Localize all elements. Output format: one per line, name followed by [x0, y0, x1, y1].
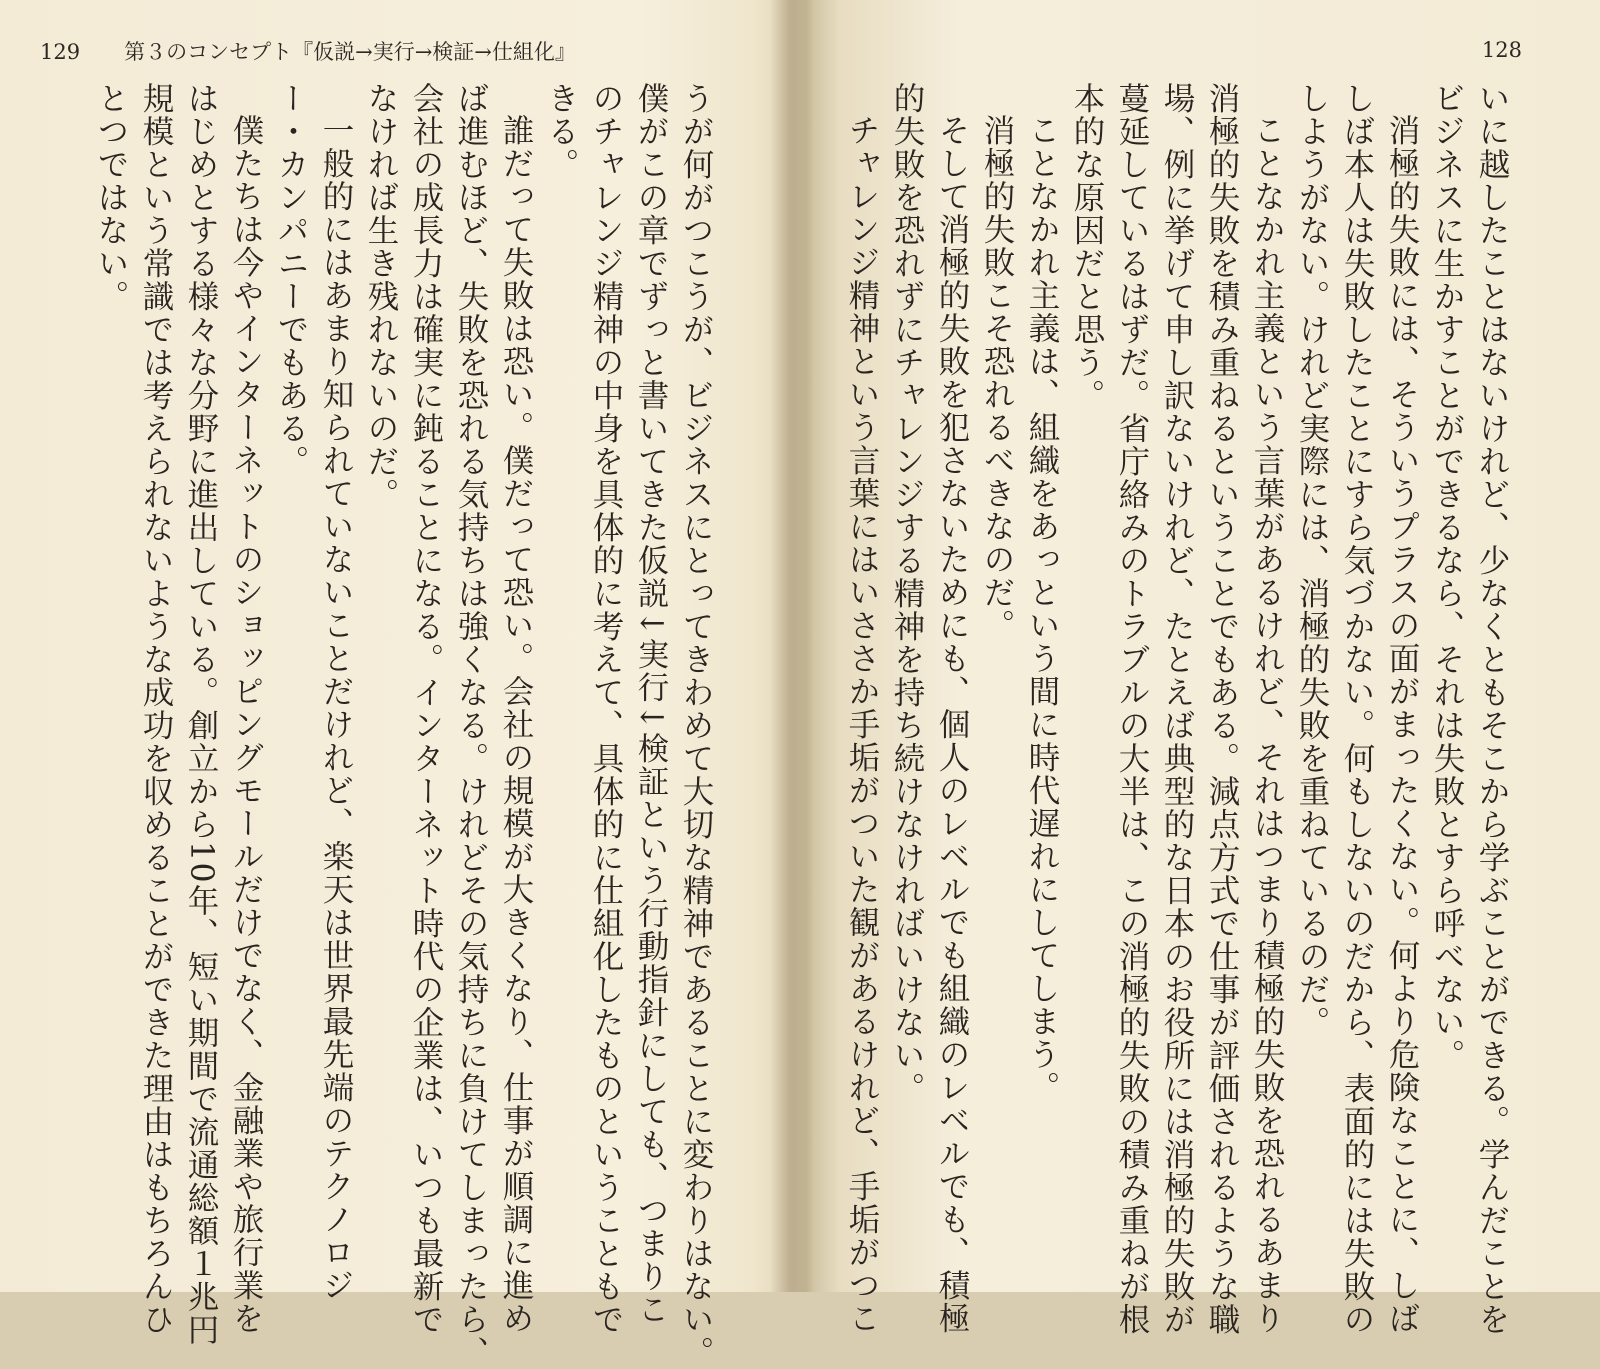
text-line: 消極的失敗を積み重ねるということでもある。減点方式で仕事が評価されるような職: [1204, 82, 1240, 1336]
text-line: 本的な原因だと思う。: [1069, 82, 1105, 412]
text-line: 的失敗を恐れずにチャレンジする精神を持ち続けなければいけない。: [889, 82, 925, 1105]
text-line: ビジネスに生かすことができるなら、それは失敗とすら呼べない。: [1429, 82, 1465, 1072]
text-line: ー・カンパニーでもある。: [273, 82, 309, 478]
text-line: しようがない。けれど実際には、消極的失敗を重ねているのだ。: [1294, 82, 1330, 1039]
right-page: [780, 0, 1600, 1336]
text-line: ば進むほど、失敗を恐れる気持ちは強くなる。けれどその気持ちに負けてしまったら、: [453, 82, 489, 1369]
text-line: 一般的にはあまり知られていないことだけれど、楽天は世界最先端のテクノロジ: [318, 113, 354, 1302]
right-page-body-text: [839, 82, 1514, 1336]
text-line: いに越したことはないけれど、少なくともそこから学ぶことができる。学んだことを: [1474, 82, 1510, 1336]
left-page-body-text: [88, 82, 718, 1369]
text-line: 僕がこの章でずっと書いてきた仮説↓実行↓検証という行動指針にしても、つまりこ: [633, 82, 669, 1326]
left-page: [0, 0, 780, 1369]
text-line: とつではない。: [93, 82, 129, 313]
text-line: はじめとする様々な分野に進出している。創立から10年、短い期間で流通総額１兆円: [183, 82, 219, 1347]
text-line: なければ生き残れないのだ。: [363, 82, 399, 511]
text-line: ことなかれ主義という言葉があるけれど、それはつまり積極的失敗を恐れるあまり: [1249, 113, 1285, 1335]
right-page-number: 128: [1481, 38, 1522, 62]
left-page-number: 129: [40, 40, 81, 64]
text-line: 消極的失敗こそ恐れるべきなのだ。: [979, 113, 1015, 642]
text-line: 蔓延しているはずだ。省庁絡みのトラブルの大半は、この消極的失敗の積み重ねが根: [1114, 82, 1150, 1336]
text-line: 誰だって失敗は恐い。僕だって恐い。会社の規模が大きくなり、仕事が順調に進め: [498, 113, 534, 1335]
text-line: 消極的失敗には、そういうプラスの面がまったくない。何より危険なことに、しば: [1384, 113, 1420, 1335]
text-line: うが何がつこうが、ビジネスにとってきわめて大切な精神であることに変わりはない。: [678, 82, 714, 1369]
text-line: のチャレンジ精神の中身を具体的に考えて、具体的に仕組化したものということもで: [588, 82, 624, 1336]
text-line: 僕たちは今やインターネットのショッピングモールだけでなく、金融業や旅行業を: [228, 113, 264, 1335]
text-line: そして消極的失敗を犯さないためにも、個人のレベルでも組織のレベルでも、積極: [934, 113, 970, 1335]
running-head: 第３のコンセプト『仮説→実行→検証→仕組化』: [124, 40, 576, 64]
text-line: 会社の成長力は確実に鈍ることになる。インターネット時代の企業は、いつも最新で: [408, 82, 444, 1336]
text-line: 規模という常識では考えられないような成功を収めることができた理由はもちろんひ: [138, 82, 174, 1336]
text-line: 場、例に挙げて申し訳ないけれど、たとえば典型的な日本のお役所には消極的失敗が: [1159, 82, 1195, 1336]
text-line: しば本人は失敗したことにすら気づかない。何もしないのだから、表面的には失敗の: [1339, 82, 1375, 1336]
text-line: チャレンジ精神という言葉にはいささか手垢がついた観があるけれど、手垢がつこ: [844, 113, 880, 1335]
left-page-header: [40, 36, 576, 66]
text-line: ことなかれ主義は、組織をあっという間に時代遅れにしてしまう。: [1024, 113, 1060, 1104]
text-line: きる。: [543, 82, 579, 181]
